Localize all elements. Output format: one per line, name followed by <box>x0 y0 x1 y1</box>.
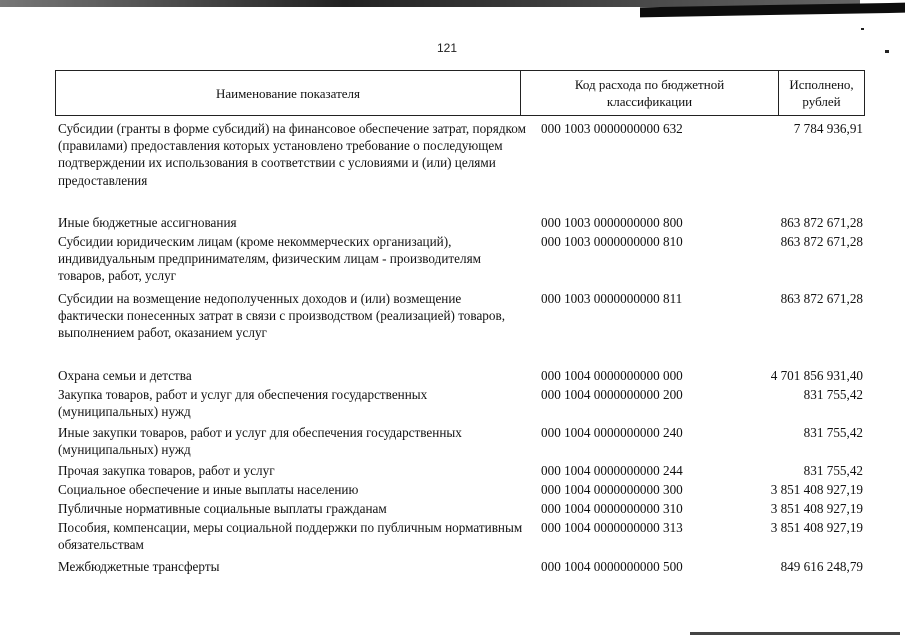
page-number: 121 <box>436 41 458 55</box>
row-value: 863 872 671,28 <box>780 291 863 306</box>
row-name: Охрана семьи и детства <box>58 368 192 383</box>
row-code: 000 1004 0000000000 310 <box>541 501 683 516</box>
row-name: Иные закупки товаров, работ и услуг для обеспечения государственных (муниципальных) нужд <box>58 425 462 458</box>
row-name: Межбюджетные трансферты <box>58 559 220 574</box>
row-name: Публичные нормативные социальные выплаты гражданам <box>58 501 387 516</box>
row-code: 000 1004 0000000000 313 <box>541 520 683 535</box>
scan-top-edge <box>0 0 905 22</box>
row-value: 831 755,42 <box>803 463 863 478</box>
row-name: Социальное обеспечение и иные выплаты населению <box>58 482 359 497</box>
header-executed: Исполнено, рублей <box>789 77 854 109</box>
row-value: 4 701 856 931,40 <box>770 368 863 383</box>
row-code: 000 1004 0000000000 300 <box>541 482 683 497</box>
scan-speck <box>861 28 864 30</box>
row-value: 3 851 408 927,19 <box>770 501 863 516</box>
row-value: 831 755,42 <box>803 387 863 402</box>
row-code: 000 1004 0000000000 500 <box>541 559 683 574</box>
row-value: 3 851 408 927,19 <box>770 520 863 535</box>
row-value: 863 872 671,28 <box>780 215 863 230</box>
row-value: 7 784 936,91 <box>793 121 863 136</box>
row-value: 849 616 248,79 <box>780 559 863 574</box>
row-code: 000 1004 0000000000 000 <box>541 368 683 383</box>
scan-bottom-edge <box>690 632 900 635</box>
row-name: Прочая закупка товаров, работ и услуг <box>58 463 275 478</box>
header-code: Код расхода по бюджетной классификации <box>521 71 779 115</box>
row-code: 000 1003 0000000000 632 <box>541 121 683 136</box>
row-name: Пособия, компенсации, меры социальной поддержки по публичным нормативным обязательствам <box>58 520 523 553</box>
header-name: Наименование показателя <box>56 71 521 115</box>
row-value: 831 755,42 <box>803 425 863 440</box>
row-name: Субсидии (гранты в форме субсидий) на финансовое обеспечение затрат, порядком (правилами) предоставления которых установлено требование о последующем подтверждении их использования в соответствии с условиями и (или) целями предоставления <box>58 121 526 188</box>
row-name: Иные бюджетные ассигнования <box>58 215 237 230</box>
row-code: 000 1003 0000000000 800 <box>541 215 683 230</box>
row-code: 000 1003 0000000000 810 <box>541 234 683 249</box>
row-name: Закупка товаров, работ и услуг для обеспечения государственных (муниципальных) нужд <box>58 387 428 420</box>
row-code: 000 1004 0000000000 244 <box>541 463 683 478</box>
scan-speck <box>885 50 889 53</box>
row-name: Субсидии на возмещение недополученных доходов и (или) возмещение фактически понесенных затрат в связи с производством (реализацией) товаров, выполнением работ, оказанием услуг <box>58 291 506 341</box>
row-code: 000 1003 0000000000 811 <box>541 291 683 306</box>
row-value: 863 872 671,28 <box>780 234 863 249</box>
row-code: 000 1004 0000000000 240 <box>541 425 683 440</box>
row-code: 000 1004 0000000000 200 <box>541 387 683 402</box>
row-name: Субсидии юридическим лицам (кроме некоммерческих организаций), индивидуальным предпринимателям, физическим лицам - производителям товаров, работ, услуг <box>58 234 482 284</box>
row-value: 3 851 408 927,19 <box>770 482 863 497</box>
table-header <box>55 70 865 116</box>
